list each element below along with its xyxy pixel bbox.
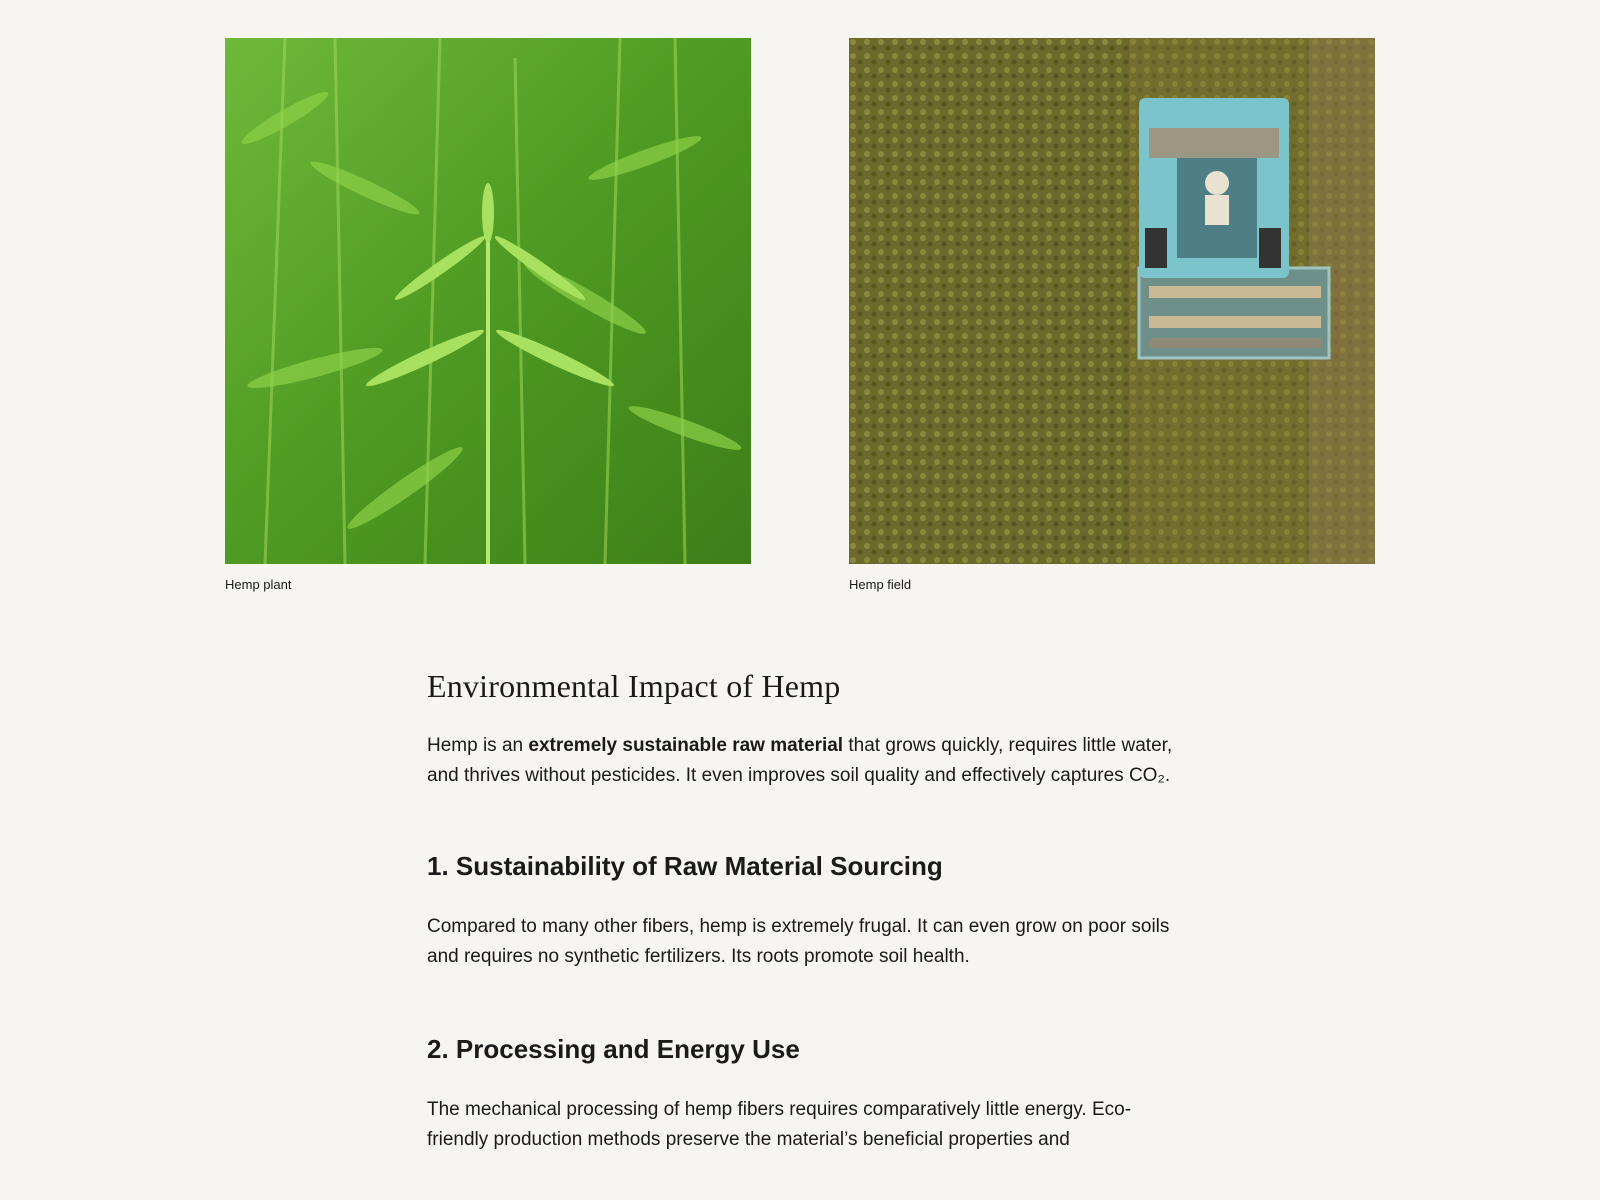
hemp-plant-photo [225, 38, 751, 564]
figure-hemp-plant [225, 38, 751, 592]
section-processing-energy [427, 1034, 1187, 1155]
article [427, 668, 1187, 1155]
intro-text-bold: extremely sustainable raw material [528, 735, 844, 756]
section-body: Compared to many other fibers, hemp is extremely frugal. It can even grow on poor soils and requires no synthetic fertilizers. Its roots promote soil health. [427, 916, 1170, 967]
section-raw-material-sourcing [427, 851, 1187, 972]
section-heading: 2. Processing and Energy Use [427, 1034, 800, 1064]
section-body: The mechanical processing of hemp fibers requires comparatively little energy. Eco-friendly production methods preserve the material’s beneficial properties and [427, 1099, 1132, 1150]
article-title: Environmental Impact of Hemp [427, 668, 841, 704]
caption-hemp-plant: Hemp plant [225, 577, 292, 592]
intro-text-before: Hemp is an [427, 735, 529, 756]
intro-text-after: that grows quickly, requires little water, and thrives without pesticides. It even improves soil quality and effectively captures CO₂. [427, 735, 1173, 786]
intro-paragraph [427, 731, 1177, 791]
hemp-field-harvester-photo [849, 38, 1375, 564]
section-heading: 1. Sustainability of Raw Material Sourcing [427, 851, 943, 881]
image-gallery [225, 38, 1375, 592]
caption-hemp-field: Hemp field [849, 577, 912, 592]
figure-hemp-field [849, 38, 1375, 592]
